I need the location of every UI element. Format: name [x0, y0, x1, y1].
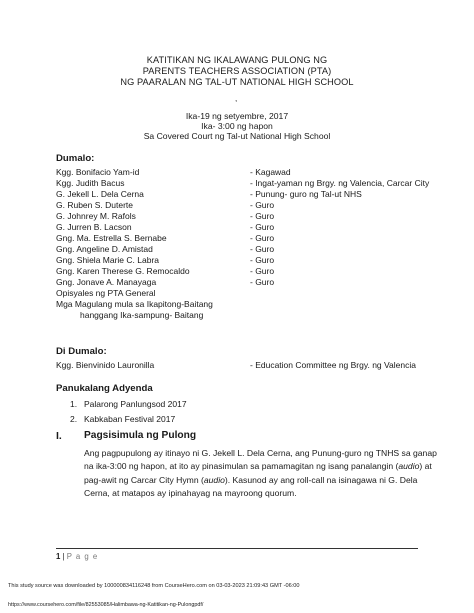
meeting-date: Ika-19 ng setyembre, 2017 [185, 111, 289, 121]
attendee-role: - Guro [250, 200, 275, 210]
stray-mark: , [235, 94, 238, 103]
paragraph-emphasis: audio [203, 474, 225, 485]
attendee-name: Gng. Angeline D. Amistad [56, 244, 153, 254]
section-paragraph [84, 447, 440, 500]
attendee-role: - Guro [250, 266, 275, 276]
attendee-role: - Guro [250, 255, 275, 265]
source-notice: This study source was downloaded by 100000834116248 from CourseHero.com on 03-03-2023 21:09:43 GMT -06:00 [8, 583, 300, 589]
attendee-name: G. Johnrey M. Rafols [56, 211, 136, 221]
agenda-heading: Panukalang Adyenda [56, 383, 153, 394]
parents-line-continued: hanggang Ika-sampung- Baitang [80, 310, 204, 320]
attendee-row [56, 211, 436, 222]
attendee-role: - Punung- guro ng Tal-ut NHS [250, 189, 362, 199]
absent-heading: Di Dumalo: [56, 346, 107, 357]
page-number-value: 1 [56, 552, 61, 561]
attendee-role: - Ingat-yaman ng Brgy. ng Valencia, Carcar City [250, 178, 430, 188]
paragraph-text: Ang pagpupulong ay itinayo ni G. Jekell L. Dela Cerna, ang Punung-guro ng TNHS sa ganap na ika-3:00 ng hapon, at ito ay pinasimulan sa pamamagitan ng isang panalangin ( [84, 448, 437, 472]
document-title-line-3: NG PAARALAN NG TAL-UT NATIONAL HIGH SCHOOL [120, 77, 354, 87]
attendee-row [56, 167, 436, 178]
section-title: Pagsisimula ng Pulong [84, 430, 197, 441]
meeting-venue: Sa Covered Court ng Tal-ut National High School [143, 131, 331, 141]
attendee-name: Gng. Shiela Marie C. Labra [56, 255, 159, 265]
absent-row [56, 360, 436, 371]
document-title-line-2: PARENTS TEACHERS ASSOCIATION (PTA) [142, 66, 332, 76]
absent-name: Kgg. Bienvinido Lauronilla [56, 360, 155, 370]
attendee-name: G. Jurren B. Lacson [56, 222, 132, 232]
paragraph-emphasis: audio [398, 461, 420, 472]
attendee-role: - Guro [250, 211, 275, 221]
attendee-name: Gng. Jonave A. Manayaga [56, 277, 157, 287]
footer-divider [56, 548, 418, 549]
attendee-row [56, 255, 436, 266]
agenda-item-label: Palarong Panlungsod 2017 [84, 399, 187, 409]
attendee-row [56, 233, 436, 244]
attendee-row [56, 244, 436, 255]
attendee-row [56, 200, 436, 211]
pta-officers-line: Opisyales ng PTA General [56, 288, 156, 298]
attendee-name: Kgg. Bonifacio Yam-id [56, 167, 140, 177]
attendee-role: - Guro [250, 277, 275, 287]
agenda-item-number: 1. [70, 399, 78, 409]
attendee-row [56, 222, 436, 233]
agenda-item-label: Kabkaban Festival 2017 [84, 414, 176, 424]
parents-line: Mga Magulang mula sa Ikapitong-Baitang [56, 299, 213, 309]
present-heading: Dumalo: [56, 153, 95, 164]
absent-role: - Education Committee ng Brgy. ng Valencia [250, 360, 416, 370]
page-number: 1 | P a g e [56, 552, 99, 561]
page-label: P a g e [66, 552, 99, 561]
attendee-name: Kgg. Judith Bacus [56, 178, 125, 188]
attendee-name: Gng. Karen Therese G. Remocaldo [56, 266, 190, 276]
attendee-role: - Kagawad [250, 167, 291, 177]
attendee-role: - Guro [250, 222, 275, 232]
paragraph-text: ). Kasunod ay ang roll-call na isinagawa ni G. Dela Cerna, at matapos ay ipinahayag na mayroong quorum. [84, 474, 418, 498]
document-title-line-1: KATITIKAN NG IKALAWANG PULONG NG [146, 55, 328, 65]
agenda-item-number: 2. [70, 414, 78, 424]
meeting-time: Ika- 3:00 ng hapon [201, 121, 273, 131]
attendee-name: G. Ruben S. Duterte [56, 200, 134, 210]
attendee-role: - Guro [250, 244, 275, 254]
attendee-row [56, 189, 436, 200]
agenda-item [70, 414, 175, 425]
attendee-name: Gng. Ma. Estrella S. Bernabe [56, 233, 167, 243]
agenda-item [70, 399, 187, 410]
source-url[interactable]: https://www.coursehero.com/file/82553085/Halimbawa-ng-Katitikan-ng-Pulongpdf/ [8, 602, 204, 608]
attendee-role: - Guro [250, 233, 275, 243]
attendee-row [56, 277, 436, 288]
section-number: I. [56, 430, 62, 442]
attendee-row [56, 266, 436, 277]
attendee-row [56, 178, 436, 189]
paragraph-text: ) at pag-awit ng Carcar City Hymn ( [84, 461, 432, 485]
attendee-name: G. Jekell L. Dela Cerna [56, 189, 144, 199]
